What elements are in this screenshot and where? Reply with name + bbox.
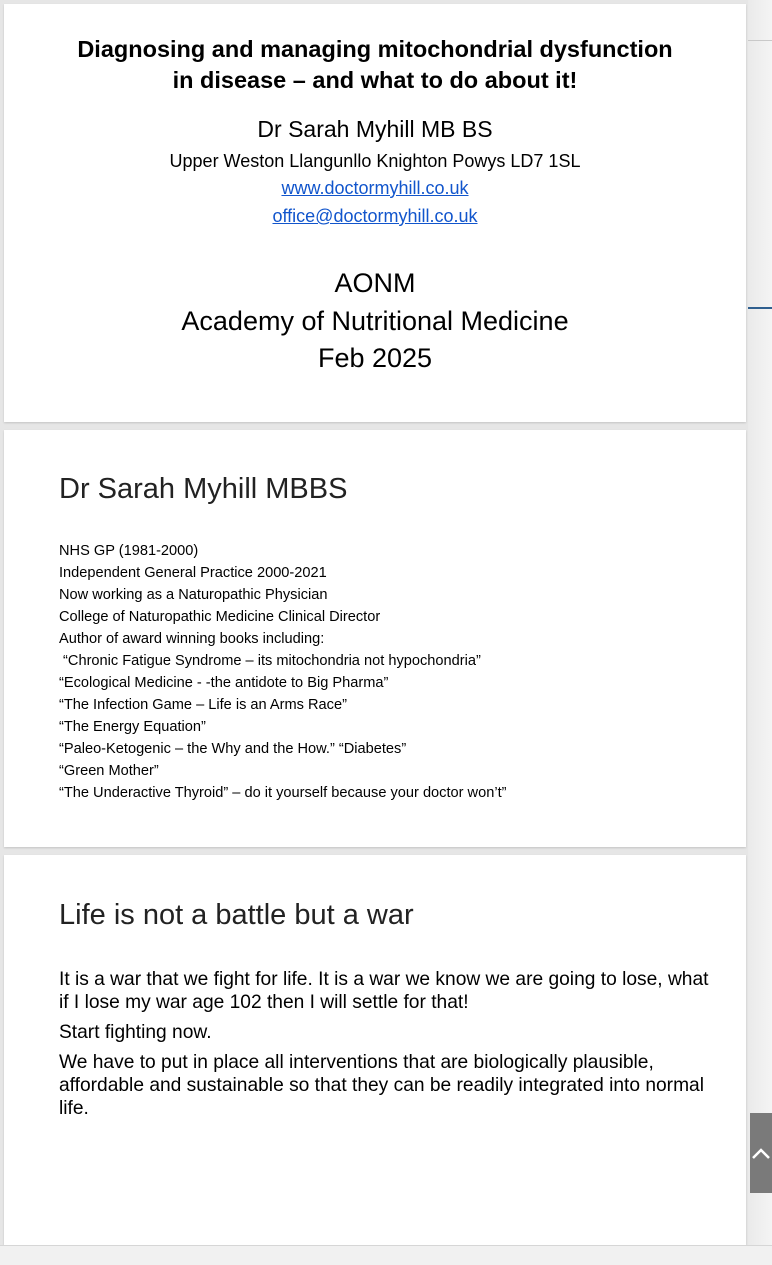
bio-line: Now working as a Naturopathic Physician xyxy=(59,587,328,603)
scroll-marker xyxy=(748,40,772,41)
slide-1 xyxy=(4,4,746,422)
bio-list xyxy=(59,540,506,804)
bio-line: “Chronic Fatigue Syndrome – its mitochondria not hypochondria” xyxy=(59,653,481,669)
title-line-1: Diagnosing and managing mitochondrial dysfunction xyxy=(77,36,673,62)
bio-line: NHS GP (1981-2000) xyxy=(59,543,199,559)
presentation-date: Feb 2025 xyxy=(317,343,433,373)
website-row xyxy=(4,178,746,199)
bio-line: “The Energy Equation” xyxy=(59,719,206,735)
presentation-title xyxy=(4,34,746,96)
scroll-to-top-button[interactable] xyxy=(750,1113,772,1193)
bio-line: “Green Mother” xyxy=(59,763,159,779)
bottom-toolbar xyxy=(0,1245,772,1265)
slide-3 xyxy=(4,855,746,1245)
scrollbar[interactable] xyxy=(748,0,772,1245)
slide-2 xyxy=(4,430,746,847)
slide-heading: Dr Sarah Myhill MBBS xyxy=(59,473,348,505)
bio-line: Independent General Practice 2000-2021 xyxy=(59,565,327,581)
organisation-block xyxy=(4,265,746,378)
slide-heading: Life is not a battle but a war xyxy=(59,899,414,931)
scroll-position-marker xyxy=(748,307,772,309)
slide-body xyxy=(59,968,709,1127)
website-link[interactable]: www.doctormyhill.co.uk xyxy=(281,178,469,198)
body-paragraph: It is a war that we fight for life. It is a war we know we are going to lose, what if I lose my war age 102 then I will settle for that! xyxy=(59,969,709,1013)
bio-line: “The Underactive Thyroid” – do it yourself because your doctor won’t” xyxy=(59,785,507,801)
org-name: Academy of Nutritional Medicine xyxy=(181,305,569,336)
body-paragraph: We have to put in place all interventions that are biologically plausible, affordable and sustainable so that they can be readily integrated into normal life. xyxy=(59,1052,704,1119)
bio-line: College of Naturopathic Medicine Clinical Director xyxy=(59,609,381,625)
author-name: Dr Sarah Myhill MB BS xyxy=(257,116,493,142)
bio-line: Author of award winning books including: xyxy=(59,631,325,647)
bio-line: “Paleo-Ketogenic – the Why and the How.” “Diabetes” xyxy=(59,741,407,757)
email-link[interactable]: office@doctormyhill.co.uk xyxy=(272,206,478,226)
org-abbreviation: AONM xyxy=(334,268,416,298)
body-paragraph: Start fighting now. xyxy=(59,1022,212,1043)
bio-line: “The Infection Game – Life is an Arms Race” xyxy=(59,697,347,713)
title-line-2: in disease – and what to do about it! xyxy=(172,67,578,93)
email-row xyxy=(4,206,746,227)
bio-line: “Ecological Medicine - -the antidote to Big Pharma” xyxy=(59,675,389,691)
author-address: Upper Weston Llangunllo Knighton Powys LD7 1SL xyxy=(169,151,581,171)
chevron-up-icon xyxy=(751,1146,771,1160)
